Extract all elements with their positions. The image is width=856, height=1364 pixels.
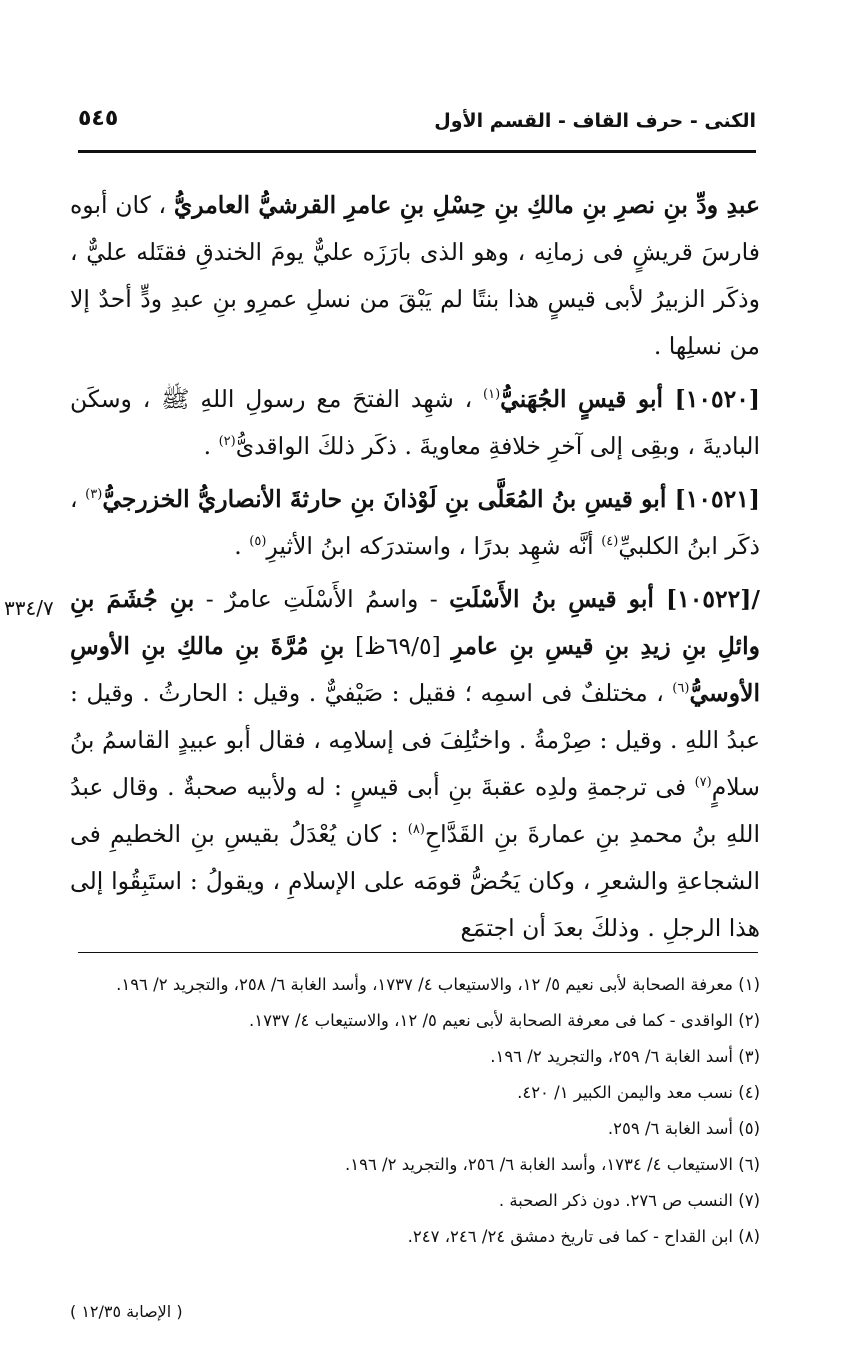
entry-text: - واسمُ الأَسْلَتِ عامرٌ - bbox=[205, 585, 438, 613]
entry-end: . bbox=[203, 432, 212, 460]
manuscript-reference: [٦٩/٥ظ] bbox=[354, 632, 441, 660]
footer-reference: ( الإصابة ١٢/٣٥ ) bbox=[70, 1302, 183, 1321]
footnote-marker: (٧) bbox=[694, 775, 712, 791]
footnote-6: (٦) الاستيعاب ٤/ ١٧٣٤، وأسد الغابة ٦/ ٢٥٦، والتجريد ٢/ ١٩٦. bbox=[344, 1155, 760, 1174]
entry-end: . bbox=[234, 532, 242, 560]
footnote-2: (٢) الواقدى - كما فى معرفة الصحابة لأبى نعيم ٥/ ١٢، والاستيعاب ٤/ ١٧٣٧. bbox=[249, 1011, 760, 1030]
header-rule bbox=[78, 150, 756, 153]
footnote-4: (٤) نسب معد واليمن الكبير ١/ ٤٢٠. bbox=[517, 1083, 760, 1102]
entry-text: ، ذكَر ابنُ الكلبيِّ bbox=[70, 485, 760, 560]
entry-heading: /[١٠٥٢٢] أبو قيسِ بنُ الأَسْلَتِ bbox=[449, 585, 760, 613]
name-lineage: عبدِ ودِّ بنِ نصرِ بنِ مالكِ بنِ حِسْلِ بنِ عامرِ القرشيُّ العامريُّ bbox=[173, 191, 760, 219]
main-text bbox=[70, 182, 760, 952]
entry-text: ، شهِد الفتحَ مع رسولِ اللهِ ﷺ ، وسكَن الباديةَ ، وبقِى إلى آخرِ خلافةِ معاويةَ . ذكَر ذلكَ الواقدىُّ bbox=[70, 385, 760, 460]
entry-heading: [١٠٥٢١] أبو قيسِ بنُ المُعَلَّى بنِ لَوْذانَ بنِ حارثةَ الأنصاريُّ الخزرجيُّ bbox=[102, 485, 760, 513]
footnote-marker: (٤) bbox=[601, 534, 619, 550]
entry-heading-lineage: بنِ مُرَّةَ بنِ مالكِ بنِ الأوسِ الأوسيُّ bbox=[70, 632, 760, 707]
entry-heading: [١٠٥٢٠] أبو قيسٍ الجُهَنيُّ bbox=[500, 385, 760, 413]
page-number: ٥٤٥ bbox=[78, 106, 119, 131]
entry-10521 bbox=[70, 476, 760, 570]
footnote-1: (١) معرفة الصحابة لأبى نعيم ٥/ ١٢، والاستيعاب ٤/ ١٧٣٧، وأسد الغابة ٦/ ٢٥٨، والتجريد ٢/ ١٩٦. bbox=[116, 975, 760, 994]
footnote-marker: (٨) bbox=[407, 822, 425, 838]
entry-10520 bbox=[70, 376, 760, 470]
footnote-7: (٧) النسب ص ٢٧٦. دون ذكر الصحبة . bbox=[498, 1191, 760, 1210]
footnote-marker: (٢) bbox=[218, 434, 236, 450]
footnote-8: (٨) ابن القداح - كما فى تاريخ دمشق ٢٤/ ٢٤٦، ٢٤٧. bbox=[407, 1227, 760, 1246]
entry-text: فى ترجمةِ ولدِه عقبةَ بنِ أبى قيسٍ : له ولأبيه صحبةٌ . وقال عبدُ اللهِ بنُ محمدِ بنِ عمارةَ بنِ القَدَّاحِ bbox=[70, 773, 760, 848]
footnote-marker: (٥) bbox=[249, 534, 267, 550]
entry-text: : كان يُعْدَلُ بقيسِ بنِ الخطيمِ فى الشجاعةِ والشعرِ ، وكان يَحُضُّ قومَه على الإسلامِ ، ويقولُ : استَبِقُوا إلى هذا الرجلِ . وذلكَ بعدَ أن اجتمَع bbox=[70, 820, 760, 942]
footnote-3: (٣) أسد الغابة ٦/ ٢٥٩، والتجريد ٢/ ١٩٦. bbox=[490, 1047, 760, 1066]
footnote-marker: (١) bbox=[483, 387, 501, 403]
footnote-rule bbox=[78, 952, 758, 953]
entry-text: ، مختلفٌ فى اسمِه ؛ فقيل : صَيْفيٌّ . وقيل : الحارثُ . وقيل : عبدُ اللهِ . وقيل : صِرْمةُ . واختُلِفَ فى إسلامِه ، فقال أبو عبيدٍ القاسمُ بنُ سلامٍ bbox=[70, 679, 760, 801]
footnotes bbox=[70, 967, 760, 1255]
footnote-marker: (٦) bbox=[672, 681, 690, 697]
paragraph-text: ، كان أبوه فارسَ قريشٍ فى زمانِه ، وهو الذى بارَزَه عليٌّ يومَ الخندقِ فقتَله عليٌّ ، وذكَر الزبيرُ لأبى قيسٍ هذا بنتًا لم يَبْقَ من نسلِ عمرِو بنِ عبدِ ودٍّ أحدٌ إلا من نسلِها . bbox=[70, 191, 760, 360]
entry-10522 bbox=[70, 576, 760, 952]
paragraph-continuation bbox=[70, 182, 760, 370]
footnote-marker: (٣) bbox=[85, 487, 103, 503]
page-header bbox=[78, 100, 756, 140]
margin-reference: ٣٣٤/٧ bbox=[4, 596, 54, 620]
running-title: الكنى - حرف القاف - القسم الأول bbox=[434, 110, 756, 132]
entry-heading-lineage: بنِ جُشَمَ بنِ وائلِ بنِ زيدِ بنِ قيسِ بنِ عامرِ bbox=[70, 585, 760, 660]
entry-text: أنَّه شهِد بدرًا ، واستدرَكه ابنُ الأثيرِ bbox=[266, 532, 594, 560]
footnote-5: (٥) أسد الغابة ٦/ ٢٥٩. bbox=[607, 1119, 760, 1138]
